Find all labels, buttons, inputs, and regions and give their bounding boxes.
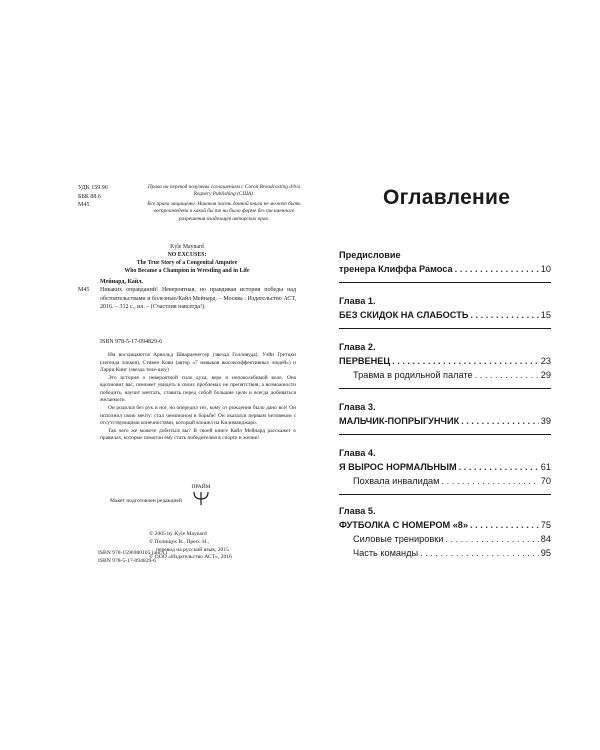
toc-entry xyxy=(339,356,551,370)
toc-subentry-page: 84 xyxy=(540,534,551,544)
isbn-line: ISBN 978-1596980105 (англ.) xyxy=(98,550,168,556)
publisher-logo xyxy=(188,484,214,508)
toc-entry-page: 75 xyxy=(540,520,551,530)
toc-entry-page: 23 xyxy=(540,356,551,366)
udk-bbk-block xyxy=(78,184,138,210)
toc-entry-title: ПЕРВЕНЕЦ xyxy=(339,356,391,366)
toc-leader xyxy=(420,548,539,558)
toc-chapter-2[interactable] xyxy=(339,342,551,389)
toc-subentry[interactable] xyxy=(339,548,551,562)
toc-chapter-3[interactable] xyxy=(339,402,551,435)
section-divider xyxy=(339,282,551,283)
toc-subentry-page: 29 xyxy=(540,370,551,380)
toc-subentry-title: Похвала инвалидам xyxy=(353,476,440,486)
udk-line: УДК 159.96 xyxy=(78,185,108,191)
section-divider xyxy=(339,434,551,435)
section-divider xyxy=(339,328,551,329)
annotation xyxy=(100,352,296,443)
copyright-line: © Полищук В., Пресс Н., xyxy=(149,538,210,545)
copyright-line: перевод на русский язык, 2015 xyxy=(156,546,229,553)
toc-title: Оглавление xyxy=(383,186,511,209)
makeup-note: Макет подготовлен редакцией xyxy=(110,498,182,504)
annotation-paragraph: Он родился без рук и ног, но опередил тех, кому от рождения было дано все! Он исполнил свою мечту: стал чемпионом в борьбе! Он оказался первым человеком с отсутствующими конечностями, который взошел на Килиманджаро. xyxy=(100,404,296,427)
original-title-block xyxy=(78,243,296,275)
copyright-block xyxy=(149,531,309,562)
toc-preface[interactable] xyxy=(339,250,551,283)
toc-chapter-1[interactable] xyxy=(339,296,551,329)
section-divider xyxy=(339,494,551,495)
original-title-line: NO EXCUSES: xyxy=(167,252,207,259)
original-title-line: Who Became a Champion in Wrestling and in Life xyxy=(124,268,250,275)
bibliographic-record xyxy=(78,278,296,312)
preface-label: Предисловие xyxy=(339,250,401,260)
toc-entry xyxy=(339,264,551,278)
toc-entry-page: 10 xyxy=(540,264,551,274)
author-mark: М45 xyxy=(78,202,90,209)
bib-description: Никаких оправданий! Невероятная, но правдивая история победы над обстоятельствами и болезнью/Кайл Мейнард. – Москва : Издательство АСТ, 2016. – 312 с., ил. – (Счастлив навсегда!). xyxy=(100,287,296,311)
toc-subentry-title: Часть команды xyxy=(353,548,419,558)
translation-rights: Права на перевод получены соглашением с Caron Broadcasting d/b/a Regnery Publishing (США). xyxy=(147,184,301,198)
toc-entry-page: 15 xyxy=(540,310,551,320)
toc-leader xyxy=(470,310,538,320)
toc-entry-page: 61 xyxy=(540,462,551,472)
toc-leader xyxy=(459,462,539,472)
annotation-paragraph: Так чего же можете добиться вы? В своей книге Кайл Мейнард расскажет о правилах, которые помогли ему стать победителем в спорте и жизни! xyxy=(100,427,296,442)
bib-number: М45 xyxy=(78,287,90,293)
toc-leader xyxy=(445,534,538,544)
toc-subentry[interactable] xyxy=(339,476,551,490)
chapter-label: Глава 5. xyxy=(339,506,376,516)
chapter-label: Глава 1. xyxy=(339,296,376,306)
isbn-line: ISBN 978-5-17-094829-6 xyxy=(98,557,156,564)
original-author: Kyle Maynard xyxy=(170,244,204,250)
toc-chapter-4[interactable] xyxy=(339,448,551,495)
toc-subentry[interactable] xyxy=(339,370,551,384)
all-rights-reserved: Все права защищены. Никакая часть данной книги не может быть воспроизведена в какой бы то ни было форме без письменного разрешения владельцев авторских прав. xyxy=(147,201,301,222)
annotation-paragraph: Это история о невероятной силе духа, вере и непоколебимой воле. Она вдохновит вас, поможет увидеть в своих проблемах не препятствия, а возможности победить, научит мечтать, ставить перед собой большие цели и всегда добиваться желаемого. xyxy=(100,374,296,404)
toc-subentry[interactable] xyxy=(339,534,551,548)
toc-subentry-title: Силовые тренировки xyxy=(353,534,444,544)
toc-entry-title: МАЛЬЧИК-ПОПРЫГУНЧИК xyxy=(339,416,460,426)
toc-leader xyxy=(442,476,539,486)
toc-leader xyxy=(392,356,539,366)
rights-notice xyxy=(144,184,304,226)
toc-leader xyxy=(475,370,539,380)
toc-entry xyxy=(339,462,551,476)
toc-entry-page: 39 xyxy=(540,416,551,426)
toc-subentry-page: 70 xyxy=(540,476,551,486)
isbn-list xyxy=(98,550,167,566)
toc-entry-title: ФУТБОЛКА С НОМЕРОМ «8» xyxy=(339,520,469,530)
toc-entry xyxy=(339,310,551,324)
annotation-paragraph: Им восхищаются Арнольд Шварценеггер (звезда Голливуда), Уэйн Гретцки (легенда хоккея), Стивен Кови (автор «7 навыков высокоэффективных людей») и Ларри Кинг (звезда теле-шоу) xyxy=(100,352,296,374)
section-divider xyxy=(339,388,551,389)
chapter-label: Глава 4. xyxy=(339,448,376,458)
toc-leader xyxy=(461,416,539,426)
toc-entry-title: Я ВЫРОС НОРМАЛЬНЫМ xyxy=(339,462,457,472)
chapter-label: Глава 3. xyxy=(339,402,376,412)
chapter-label: Глава 2. xyxy=(339,342,376,352)
toc-leader xyxy=(455,264,539,274)
toc-entry xyxy=(339,416,551,430)
toc-chapter-5[interactable] xyxy=(339,506,551,562)
toc-subentry-title: Травма в родильной палате xyxy=(353,370,473,380)
copyright-line: © ООО «Издательство АСТ», 2016 xyxy=(149,554,232,561)
original-title-line: The True Story of a Congenital Amputee xyxy=(136,260,238,267)
isbn-main: ISBN 978-5-17-094829-6 xyxy=(100,339,163,345)
toc-leader xyxy=(470,520,539,530)
bib-heading: Мейнард, Кайл. xyxy=(100,279,144,285)
publisher-logo-icon xyxy=(192,490,210,506)
copyright-line: © 2005 by Kyle Maynard xyxy=(149,531,207,537)
bbk-line: ББК 88.6 xyxy=(78,193,101,200)
toc-entry-title: тренера Клиффа Рамоса xyxy=(339,264,453,274)
toc-entry-title: БЕЗ СКИДОК НА СЛАБОСТЬ xyxy=(339,310,469,320)
toc-entry xyxy=(339,520,551,534)
publisher-logo-text: ПРАЙМ xyxy=(191,484,211,490)
toc-subentry-page: 95 xyxy=(540,548,551,558)
